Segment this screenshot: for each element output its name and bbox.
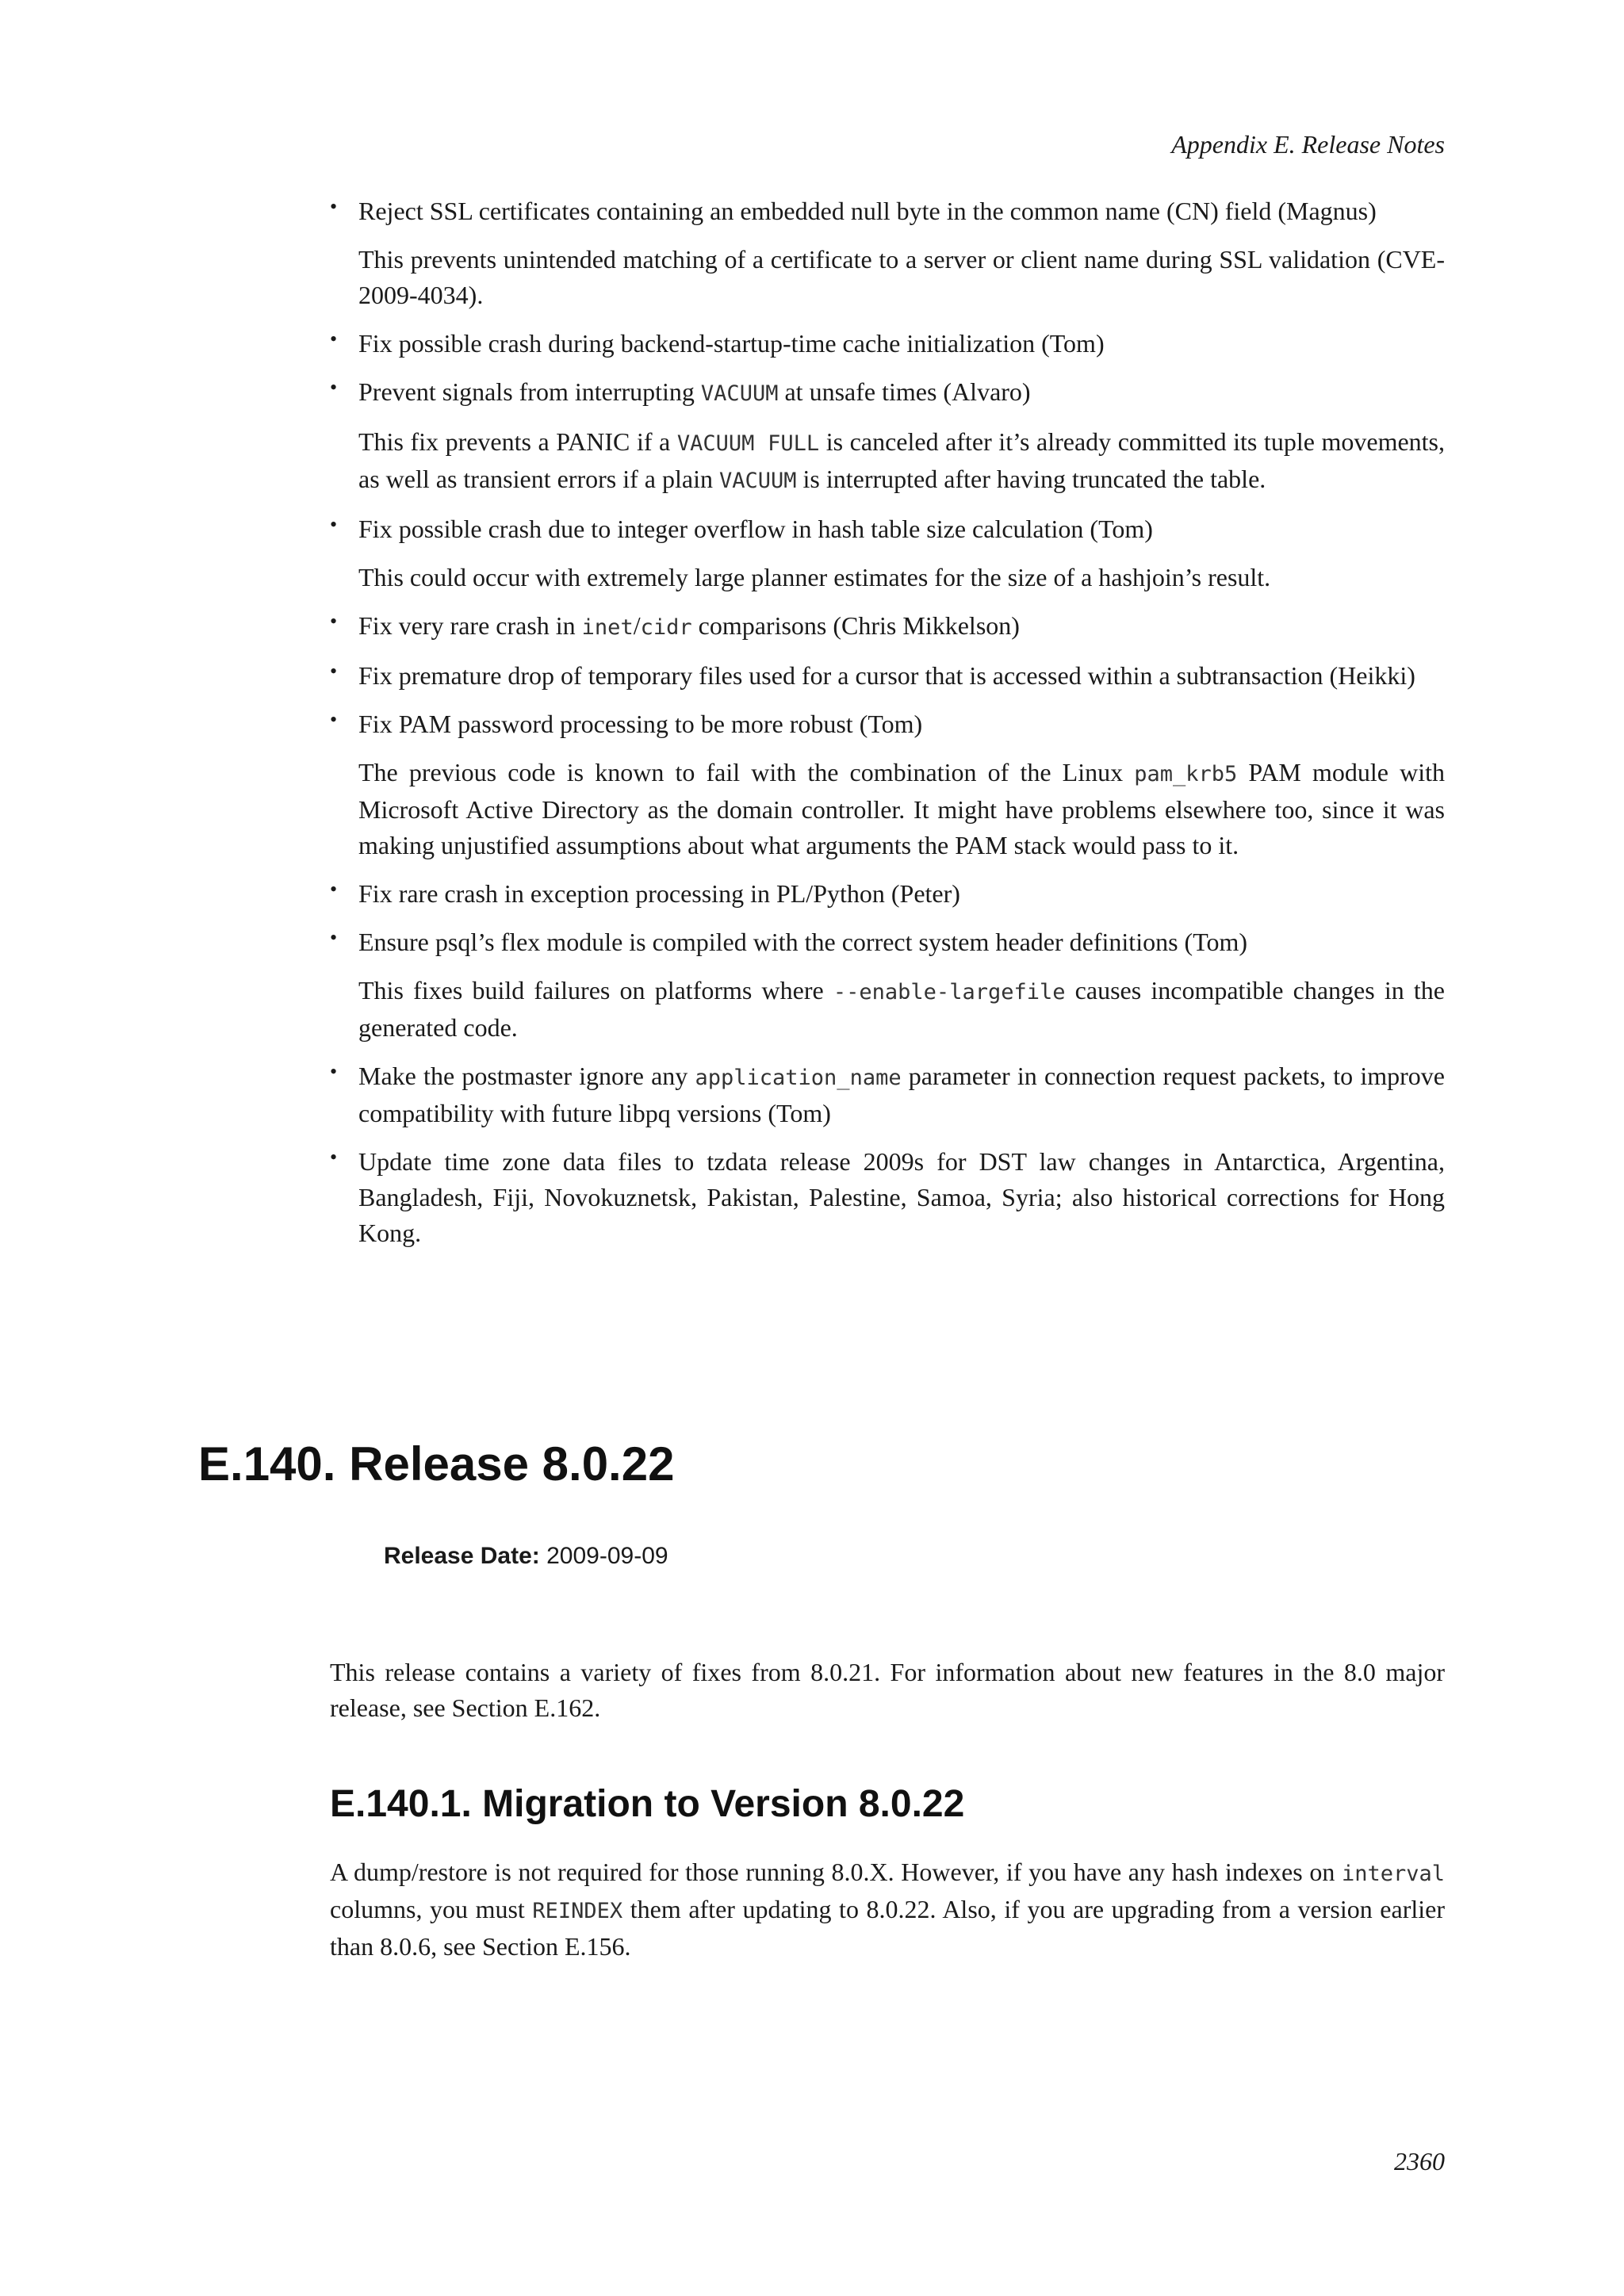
inline-code: --enable-largefile [833,980,1066,1004]
text-run: PAM module with Microsoft Active Directory as the domain controller. It might have problems elsewhere too, since it was making unjustified assumptions about what arguments the PAM stack would pass to it. [358,758,1446,859]
item-detail [358,560,1445,595]
text-run: parameter in connection request packets, to improve compatibility with future libpq versions (Tom) [358,1062,1446,1127]
text-run: causes incompatible changes in the generated code. [358,976,1446,1042]
text-run: at unsafe times (Alvaro) [778,377,1031,406]
text-run: Fix possible crash due to integer overflow in hash table size calculation (Tom) [358,515,1153,543]
inline-code: VACUUM [700,381,779,406]
text-run: This could occur with extremely large planner estimates for the size of a hashjoin’s result. [358,563,1271,591]
text-run: This fix prevents a PANIC if a [358,427,677,456]
item-summary [358,876,1445,912]
inline-code: application_name [695,1066,902,1090]
item-detail [358,973,1445,1046]
item-summary [358,374,1445,411]
text-run: is interrupted after having truncated the table. [796,465,1266,493]
intro-paragraph [330,1655,1445,1726]
list-item [330,1058,1445,1131]
text-run: is canceled after it’s already committed its tuple movements, as well as transient errors if a plain [358,427,1445,493]
text-run: Reject SSL certificates containing an embedded null byte in the common name (CN) field (Magnus) [358,197,1377,225]
text-run: This fixes build failures on platforms where [358,976,833,1004]
text-run: comparisons (Chris Mikkelson) [691,611,1020,640]
list-item [330,326,1445,362]
migration-section [330,1854,1445,1965]
inline-code: REINDEX [532,1899,623,1923]
text-run: This release contains a variety of fixes from 8.0.21. For information about new features in the 8.0 major release, see Section E.162. [330,1658,1445,1722]
list-item [330,924,1445,1046]
running-header: Appendix E. Release Notes [1171,130,1445,159]
text-run: A dump/restore is not required for those running 8.0.X. However, if you have any hash indexes on [330,1858,1342,1886]
text-run: Fix premature drop of temporary files used for a cursor that is accessed within a subtransaction (Heikki) [358,661,1415,690]
release-date [384,1538,668,1574]
subsection-title: E.140.1. Migration to Version 8.0.22 [330,1783,965,1825]
list-item [330,706,1445,863]
item-summary [358,193,1445,229]
notes-list [330,193,1445,1251]
item-summary [358,608,1445,645]
inline-code: VACUUM [718,469,797,493]
text-run: This prevents unintended matching of a certificate to a server or client name during SSL validation (CVE-2009-4034). [358,245,1445,309]
text-run: Make the postmaster ignore any [358,1062,695,1090]
release-date-value: 2009-09-09 [546,1543,668,1569]
text-run: / [633,611,641,640]
migration-paragraph [330,1854,1445,1965]
item-summary [358,511,1445,547]
text-run: The previous code is known to fail with the combination of the Linux [358,758,1135,786]
list-item [330,374,1445,499]
release-date-label: Release Date: [384,1543,540,1569]
section-intro [330,1655,1445,1726]
list-item [330,1144,1445,1251]
inline-code: pam_krb5 [1134,762,1238,786]
page-number: 2360 [1394,2147,1445,2175]
list-item [330,876,1445,912]
inline-code: interval [1341,1862,1445,1886]
release-notes-list [330,193,1445,1264]
item-detail [358,242,1445,313]
item-summary [358,706,1445,742]
item-summary [358,1144,1445,1251]
item-detail [358,424,1445,499]
text-run: Fix very rare crash in [358,611,582,640]
inline-code: cidr [640,615,692,640]
item-summary [358,924,1445,960]
text-run: Fix PAM password processing to be more robust (Tom) [358,710,923,738]
text-run: Update time zone data files to tzdata release 2009s for DST law changes in Antarctica, Argentina, Bangladesh, Fiji, Novokuznetsk, Pakistan, Palestine, Samoa, Syria; also historical corrections for Hong Kong. [358,1147,1445,1247]
item-summary [358,326,1445,362]
item-summary [358,658,1445,694]
text-run: Ensure psql’s flex module is compiled with the correct system header definitions (Tom) [358,928,1248,956]
item-summary [358,1058,1445,1131]
list-item [330,511,1445,595]
text-run: them after updating to 8.0.22. Also, if you are upgrading from a version earlier than 8.0.6, see Section E.156. [330,1895,1446,1961]
inline-code: VACUUM FULL [676,431,820,456]
list-item [330,193,1445,313]
section-title: E.140. Release 8.0.22 [198,1437,675,1490]
list-item [330,608,1445,645]
inline-code: inet [581,615,634,640]
item-detail [358,755,1445,863]
text-run: Fix possible crash during backend-startup-time cache initialization (Tom) [358,329,1105,358]
text-run: columns, you must [330,1895,533,1923]
list-item [330,658,1445,694]
text-run: Fix rare crash in exception processing in PL/Python (Peter) [358,879,960,908]
text-run: Prevent signals from interrupting [358,377,701,406]
